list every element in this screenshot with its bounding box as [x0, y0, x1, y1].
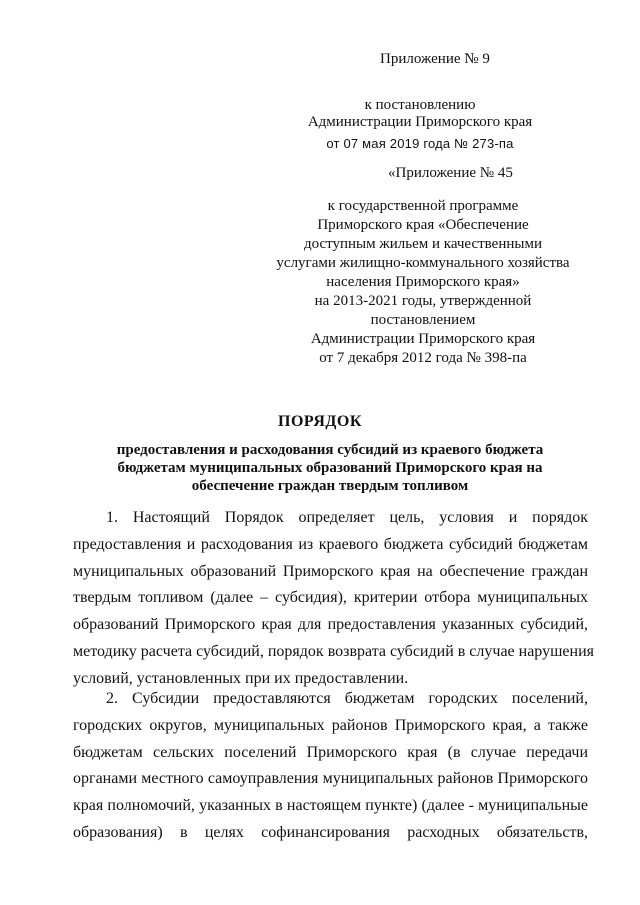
appendix-45-line: на 2013-2021 годы, утвержденной [314, 293, 532, 309]
appendix-45-line: от 7 декабря 2012 года № 398-па [319, 350, 527, 366]
paragraph-line: органами местного самоуправления муниципальных районов Приморского [73, 770, 588, 788]
appendix-9-line: к постановлению [364, 97, 476, 113]
appendix-9-block [300, 97, 540, 152]
paragraph-line: муниципальных образований Приморского края на обеспечение граждан [73, 562, 588, 580]
paragraph-line: бюджетам сельских поселений Приморского края (в случае передачи [73, 743, 588, 761]
paragraph-line: условий, установленных при их предоставлении. [73, 669, 409, 687]
appendix-45-line: Приморского края «Обеспечение [317, 217, 529, 233]
paragraph-line: 2. Субсидии предоставляются бюджетам городских поселений, [106, 690, 588, 707]
paragraph-line: края полномочий, указанных в настоящем пункте) (далее - муниципальные [73, 797, 588, 815]
appendix-45-line: доступным жильем и качественными [303, 236, 542, 252]
appendix-45-line: постановлением [370, 312, 476, 328]
paragraph-line: городских округов, муниципальных районов Приморского края, а также [73, 716, 588, 734]
paragraph-line: образований Приморского края для предоставления указанных субсидий, [73, 616, 588, 634]
subheading-line: бюджетам муниципальных образований Приморского края на [117, 460, 543, 476]
appendix-9-line: Администрации Приморского края [307, 114, 533, 130]
paragraph-line: 1. Настоящий Порядок определяет цель, условия и порядок [106, 509, 588, 526]
paragraph-line: методику расчета субсидий, порядок возврата субсидий в случае нарушения [73, 642, 594, 660]
subheading-line: предоставления и расходования субсидий из краевого бюджета [116, 442, 544, 458]
appendix-9-title: Приложение № 9 [380, 51, 490, 67]
paragraph-line: предоставления и расходования из краевого бюджета субсидий бюджетам [73, 535, 588, 553]
appendix-45-title: «Приложение № 45 [388, 165, 513, 181]
paragraph-line: твердым топливом (далее – субсидия), критерии отбора муниципальных [73, 589, 588, 607]
document-heading: ПОРЯДОК [278, 413, 362, 430]
paragraph-line: образования) в целях софинансирования расходных обязательств, [73, 823, 588, 841]
appendix-45-line: Администрации Приморского края [310, 331, 536, 347]
appendix-45-block [258, 197, 588, 368]
appendix-45-line: населения Приморского края» [326, 274, 520, 290]
appendix-45-line: услугами жилищно-коммунального хозяйства [276, 255, 570, 271]
decree-date: от 07 мая 2019 года № 273-па [326, 136, 514, 151]
appendix-45-line: к государственной программе [327, 198, 519, 214]
paragraph-2 [73, 686, 588, 847]
document-subheading [110, 441, 550, 495]
subheading-line: обеспечение граждан твердым топливом [191, 478, 469, 494]
paragraph-1 [73, 505, 594, 693]
